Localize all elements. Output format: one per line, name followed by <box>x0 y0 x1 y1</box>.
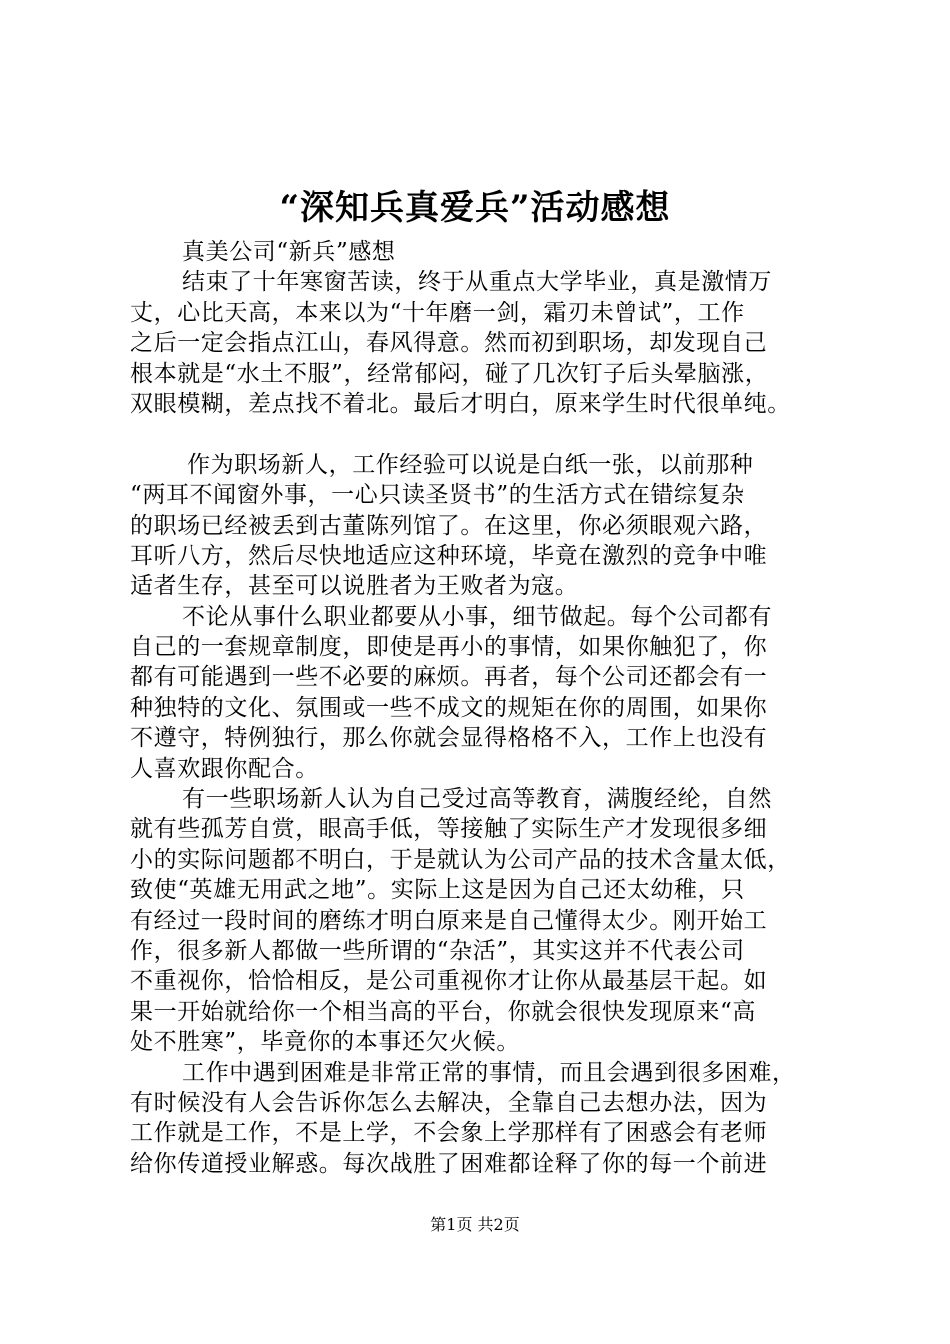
paragraph-4-line: 作，很多新人都做一些所谓的“杂活”，其实这并不代表公司 <box>130 937 745 964</box>
paragraph-5-line: 工作就是工作，不是上学，不会象上学那样有了困惑会有老师 <box>130 1120 768 1147</box>
paragraph-3-line: 不论从事什么职业都要从小事，细节做起。每个公司都有 <box>182 603 772 630</box>
paragraph-1-line: 之后一定会指点江山，春风得意。然而初到职场，却发现自己 <box>130 330 768 357</box>
paragraph-3-line: 种独特的文化、氛围或一些不成文的规矩在你的周围，如果你 <box>130 694 768 721</box>
paragraph-5-line: 给你传道授业解惑。每次战胜了困难都诠释了你的每一个前进 <box>130 1150 768 1177</box>
paragraph-1-line: 结束了十年寒窗苦读，终于从重点大学毕业，真是激情万 <box>182 269 772 296</box>
paragraph-1-line: 根本就是“水土不服”，经常郁闷，碰了几次钉子后头晕脑涨， <box>130 360 769 387</box>
paragraph-4-line: 处不胜寒”，毕竟你的本事还欠火候。 <box>130 1029 520 1056</box>
paragraph-4-line: 致使“英雄无用武之地”。实际上这是因为自己还太幼稚，只 <box>130 877 745 904</box>
paragraph-3-line: 都有可能遇到一些不必要的麻烦。再者，每个公司还都会有一 <box>130 664 768 691</box>
document-body <box>130 237 832 1179</box>
paragraph-2-line: 的职场已经被丢到古董陈列馆了。在这里，你必须眼观六路， <box>130 512 768 539</box>
paragraph-3-line: 人喜欢跟你配合。 <box>130 755 319 782</box>
paragraph-3-line: 不遵守，特例独行，那么你就会显得格格不入，工作上也没有 <box>130 725 768 752</box>
page-footer: 第1页 共2页 <box>430 1215 520 1234</box>
paragraph-4-line: 不重视你，恰恰相反，是公司重视你才让你从最基层干起。如 <box>130 968 768 995</box>
paragraph-2-line: 作为职场新人，工作经验可以说是白纸一张，以前那种 <box>187 451 754 478</box>
paragraph-2-line: 耳听八方，然后尽快地适应这种环境，毕竟在激烈的竞争中唯 <box>130 542 768 569</box>
paragraph-3-line: 自己的一套规章制度，即使是再小的事情，如果你触犯了，你 <box>130 634 768 661</box>
paragraph-spacer <box>130 419 832 449</box>
document-title: “深知兵真爱兵”活动感想 <box>279 188 671 228</box>
paragraph-2-line: “两耳不闻窗外事，一心只读圣贤书”的生活方式在错综复杂 <box>130 482 745 509</box>
document-subtitle: 真美公司“新兵”感想 <box>182 239 396 265</box>
paragraph-4-line: 小的实际问题都不明白，于是就认为公司产品的技术含量太低， <box>130 846 791 873</box>
paragraph-4-line: 果一开始就给你一个相当高的平台，你就会很快发现原来“高 <box>130 998 756 1025</box>
paragraph-1-line: 丈，心比天高，本来以为“十年磨一剑，霜刃未曾试”，工作 <box>130 299 745 326</box>
paragraph-1-line: 双眼模糊，差点找不着北。最后才明白，原来学生时代很单纯。 <box>130 390 791 417</box>
paragraph-4-line: 有经过一段时间的磨练才明白原来是自己懂得太少。刚开始工 <box>130 907 768 934</box>
paragraph-4-line: 就有些孤芳自赏，眼高手低，等接触了实际生产才发现很多细 <box>130 816 768 843</box>
paragraph-5-line: 有时候没有人会告诉你怎么去解决，全靠自己去想办法，因为 <box>130 1089 768 1116</box>
paragraph-4-line: 有一些职场新人认为自己受过高等教育，满腹经纶，自然 <box>182 786 772 813</box>
paragraph-2-line: 适者生存，甚至可以说胜者为王败者为寇。 <box>130 573 579 600</box>
paragraph-5-line: 工作中遇到困难是非常正常的事情，而且会遇到很多困难， <box>182 1059 796 1086</box>
